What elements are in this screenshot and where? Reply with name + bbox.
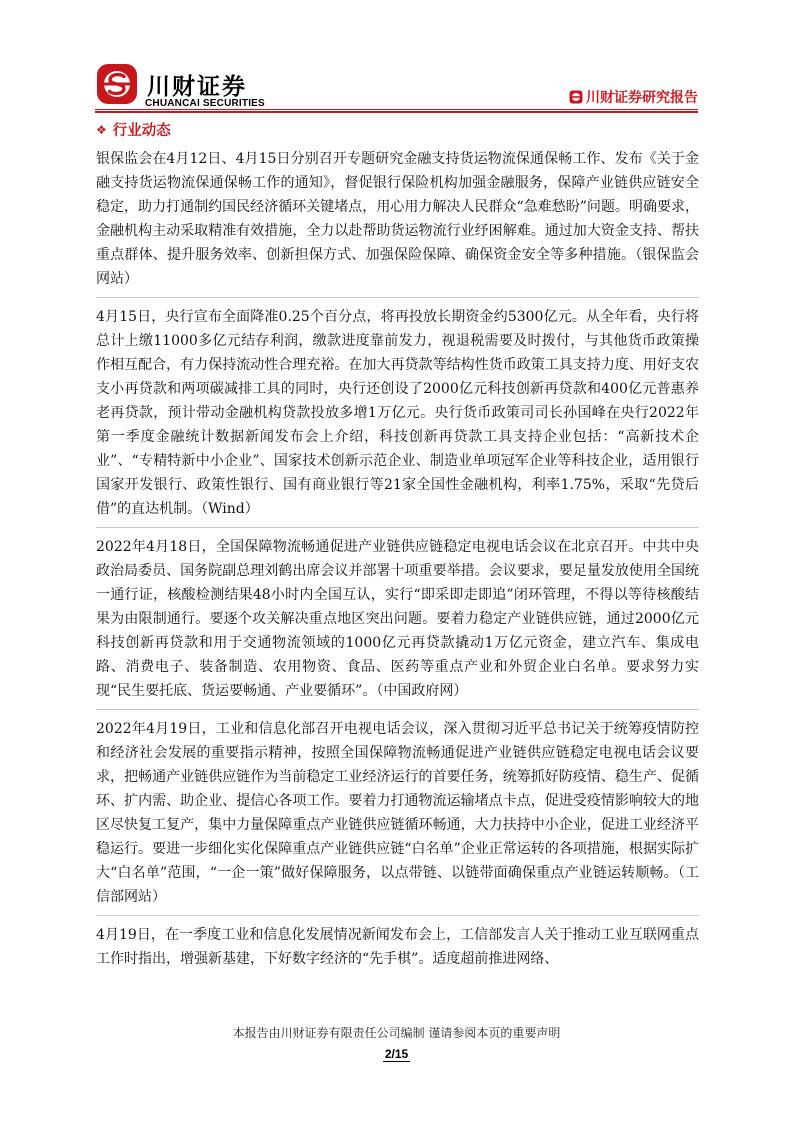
- page-number: [0, 1047, 793, 1061]
- report-tag-icon: [569, 90, 583, 104]
- paragraph-industrial-internet: 4月19日，在一季度工业和信息化发展情况新闻发布会上，工信部发言人关于推动工业互联网重点工作时指出，增强新基建，下好数字经济的“先手棋”。适度超前推进网络、: [96, 927, 699, 967]
- diamond-bullet-icon: ❖: [96, 122, 107, 137]
- section-title: 行业动态: [112, 123, 171, 139]
- paragraph-rrr-cut: 4月15日，央行宣布全面降准0.25个百分点，将再投放长期资金约5300亿元。从全年看，央行将总计上缴11000多亿元结存利润，缴款进度靠前发力，视退税需要及时拨付，与其他货币政策操作相互配合，有力保持流动性合理充裕。在加大再贷款等结构性货币政策工具支持力度、用好支农支小再贷款和两项碳减排工具的同时，央行还创设了2000亿元科技创新再贷款和400亿元普惠养老再贷款，预计带动金融机构贷款投放多增1万亿元。央行货币政策司司长孙国峰在央行2022年第一季度金融统计数据新闻发布会上介绍，科技创新再贷款工具支持企业包括：“高新技术企业”、“专精特新中小企业”、国家技术创新示范企业、制造业单项冠军企业等科技企业，适用银行国家开发银行、政策性银行、国有商业银行等21家全国性金融机构，利率1.75%，采取“先贷后借”的直达机制。（Wind）: [96, 305, 699, 528]
- report-tag-label: 川财证券研究报告: [586, 90, 698, 106]
- paragraph-cbirc-notice: 银保监会在4月12日、4月15日分别召开专题研究金融支持货运物流保通保畅工作、发布《关于金融支持货运物流保通保畅工作的通知》，督促银行保险机构加强金融服务，保障产业链供应链安全稳定，助力打通制约国民经济循环关键堵点，用心用力解决人民群众“急难愁盼”问题。明确要求，金融机构主动采取精准有效措施，全力以赴帮助货运物流行业纾困解难。通过加大资金支持、帮扶重点群体、提升服务效率、创新担保方式、加强保险保障、确保资金安全等多种措施。（银保监会网站）: [96, 147, 699, 298]
- section-heading: [96, 119, 171, 140]
- paragraph-miit-meeting: 2022年4月19日，工业和信息化部召开电视电话会议，深入贯彻习近平总书记关于统筹疫情防控和经济社会发展的重要指示精神，按照全国保障物流畅通促进产业链供应链稳定电视电话会议要求，把畅通产业链供应链作为当前稳定工业经济运行的首要任务，统筹抓好防疫情、稳生产、促循环、扩内需、助企业、提信心各项工作。要着力打通物流运输堵点卡点，促进受疫情影响较大的地区尽快复工复产，集中力量保障重点产业链供应链循环畅通，大力扶持中小企业，促进工业经济平稳运行。要进一步细化实化保障重点产业链供应链“白名单”企业正常运转的各项措施，根据实际扩大“白名单”范围，“一企一策”做好保障服务，以点带链、以链带面确保重点产业链运转顺畅。（工信部网站）: [96, 717, 699, 916]
- chuancai-logo-icon: [96, 63, 138, 105]
- report-tag: [569, 87, 698, 107]
- header-divider-thin: [95, 109, 698, 110]
- page-number-label: 2/15: [384, 1047, 409, 1061]
- header-divider-thick: [95, 111, 698, 113]
- brand-name: 川财证券: [147, 74, 247, 100]
- article-body: [96, 147, 699, 984]
- brand-english-name: CHUANCAI SECURITIES: [145, 98, 265, 109]
- paragraph-logistics-conference: 2022年4月18日，全国保障物流畅通促进产业链供应链稳定电视电话会议在北京召开。中共中央政治局委员、国务院副总理刘鹤出席会议并部署十项重要举措。会议要求，要足量发放使用全国统一通行证，核酸检测结果48小时内全国互认，实行“即采即走即追”闭环管理，不得以等待核酸结果为由限制通行。要逐个攻关解决重点地区突出问题。要着力稳定产业链供应链，通过2000亿元科技创新再贷款和用于交通物流领域的1000亿元再贷款撬动1万亿元资金，建立汽车、集成电路、消费电子、装备制造、农用物资、食品、医药等重点产业和外贸企业白名单。要求努力实现“民生要托底、货运要畅通、产业要循环”。（中国政府网）: [96, 535, 699, 710]
- footer-disclaimer: 本报告由川财证券有限责任公司编制 谨请参阅本页的重要声明: [232, 1026, 561, 1040]
